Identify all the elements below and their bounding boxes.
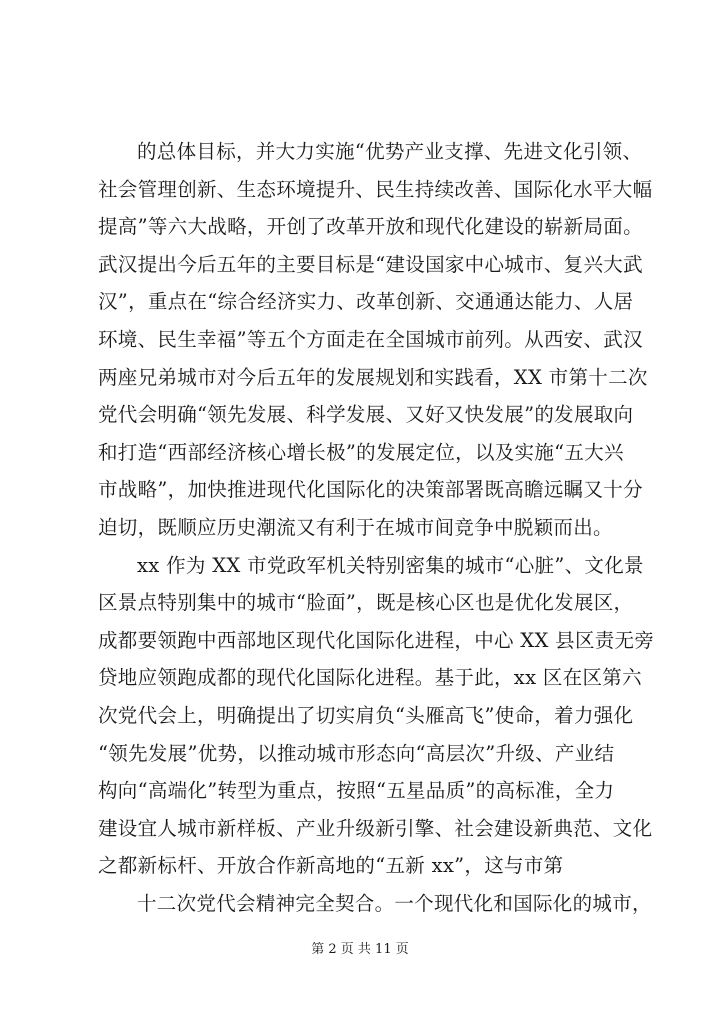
text-line: 提高”等六大战略，开创了改革开放和现代化建设的崭新局面。 <box>98 215 643 239</box>
text-line: 的总体目标，并大力实施“优势产业支撑、先进文化引领、 <box>137 140 643 163</box>
text-line: 两座兄弟城市对今后五年的发展规划和实践看，XX 市第十二次 <box>98 365 648 389</box>
text-line: 次党代会上，明确提出了切实肩负“头雁高飞”使命，着力强化 <box>98 703 634 727</box>
text-line: “领先发展”优势，以推动城市形态向“高层次”升级、产业结 <box>98 741 615 765</box>
text-line: 之都新标杆、开放合作新高地的“五新 xx”，这与市第 <box>98 854 564 878</box>
text-line: 党代会明确“领先发展、科学发展、又好又快发展”的发展取向 <box>98 403 634 427</box>
text-line: 区景点特别集中的城市“脸面”，既是核心区也是优化发展区， <box>98 591 634 615</box>
page-number-footer: 第 2 页 共 11 页 <box>311 942 409 957</box>
text-line: 建设宜人城市新样板、产业升级新引擎、社会建设新典范、文化 <box>98 816 653 840</box>
text-line: 汉”，重点在“综合经济实力、改革创新、交通通达能力、人居 <box>98 290 634 314</box>
text-line: 十二次党代会精神完全契合。一个现代化和国际化的城市， <box>137 891 652 915</box>
text-line: 和打造“西部经济核心增长极”的发展定位，以及实施“五大兴 <box>98 440 624 464</box>
text-line: 构向“高端化”转型为重点，按照“五星品质”的高标准，全力 <box>98 779 615 803</box>
text-line: xx 作为 XX 市党政军机关特别密集的城市“心脏”、文化景 <box>137 553 644 577</box>
text-line: 武汉提出今后五年的主要目标是“建设国家中心城市、复兴大武 <box>98 252 643 276</box>
text-line: 成都要领跑中西部地区现代化国际化进程，中心 XX 县区责无旁 <box>98 628 655 652</box>
text-line: 社会管理创新、生态环境提升、民生持续改善、国际化水平大幅 <box>98 177 653 201</box>
text-line: 迫切，既顺应历史潮流又有利于在城市间竞争中脱颖而出。 <box>98 515 613 539</box>
text-line: 贷地应领跑成都的现代化国际化进程。基于此，xx 区在区第六 <box>98 666 642 690</box>
body-text <box>98 133 658 922</box>
text-line: 环境、民生幸福”等五个方面走在全国城市前列。从西安、武汉 <box>98 327 643 351</box>
text-line: 市战略”，加快推进现代化国际化的决策部署既高瞻远瞩又十分 <box>98 478 643 502</box>
